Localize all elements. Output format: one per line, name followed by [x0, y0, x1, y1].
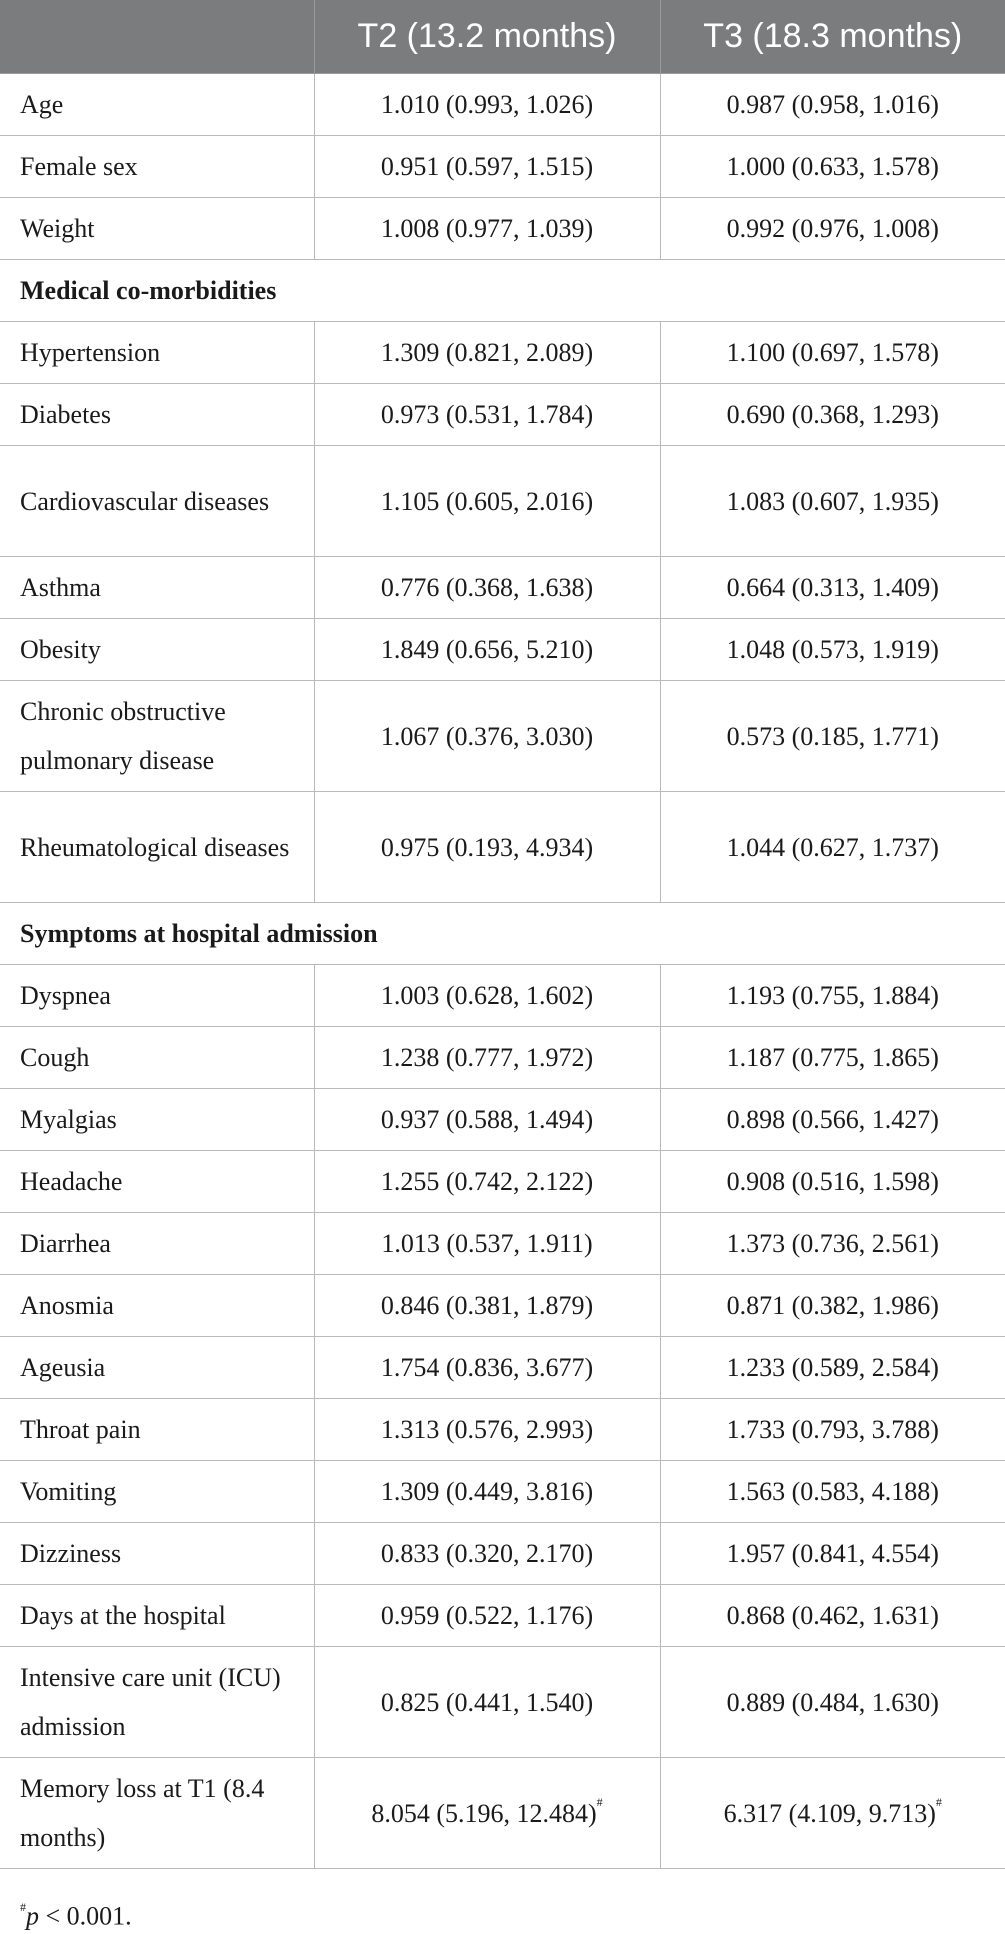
row-label: Vomiting: [0, 1461, 314, 1523]
t3-value: 1.563 (0.583, 4.188): [660, 1461, 1005, 1523]
t3-value: 0.987 (0.958, 1.016): [660, 74, 1005, 136]
row-label: Dyspnea: [0, 965, 314, 1027]
table-row: [0, 1275, 1005, 1337]
row-label: Dizziness: [0, 1523, 314, 1585]
t3-value: 1.083 (0.607, 1.935): [660, 446, 1005, 557]
table-row: [0, 965, 1005, 1027]
header-t3-column: T3 (18.3 months): [660, 0, 1005, 74]
row-label: Memory loss at T1 (8.4 months): [0, 1758, 314, 1869]
row-label: Ageusia: [0, 1337, 314, 1399]
row-label: Asthma: [0, 557, 314, 619]
table-row: [0, 1337, 1005, 1399]
t3-value: 0.992 (0.976, 1.008): [660, 198, 1005, 260]
t2-value: 0.951 (0.597, 1.515): [314, 136, 660, 198]
header-t2-column: T2 (13.2 months): [314, 0, 660, 74]
row-label: Headache: [0, 1151, 314, 1213]
row-label: Throat pain: [0, 1399, 314, 1461]
t3-value: 1.100 (0.697, 1.578): [660, 322, 1005, 384]
table-row: [0, 1647, 1005, 1758]
row-label: Diarrhea: [0, 1213, 314, 1275]
t2-value: 1.309 (0.449, 3.816): [314, 1461, 660, 1523]
row-label: Weight: [0, 198, 314, 260]
t3-value: 0.573 (0.185, 1.771): [660, 681, 1005, 792]
t2-value: 1.238 (0.777, 1.972): [314, 1027, 660, 1089]
t3-value: 1.233 (0.589, 2.584): [660, 1337, 1005, 1399]
row-label: Hypertension: [0, 322, 314, 384]
t3-value: 1.044 (0.627, 1.737): [660, 792, 1005, 903]
table-row: [0, 1089, 1005, 1151]
t2-value: 1.003 (0.628, 1.602): [314, 965, 660, 1027]
t3-value: 1.957 (0.841, 4.554): [660, 1523, 1005, 1585]
t2-value: 1.013 (0.537, 1.911): [314, 1213, 660, 1275]
section-row: [0, 903, 1005, 965]
section-heading: Medical co-morbidities: [0, 260, 1005, 322]
significance-mark: #: [935, 1794, 942, 1809]
table-row: [0, 557, 1005, 619]
t2-value: 1.309 (0.821, 2.089): [314, 322, 660, 384]
row-label: Anosmia: [0, 1275, 314, 1337]
t3-value: [660, 1758, 1005, 1869]
row-label: Intensive care unit (ICU) admission: [0, 1647, 314, 1758]
t3-value: 0.871 (0.382, 1.986): [660, 1275, 1005, 1337]
t2-value: 1.010 (0.993, 1.026): [314, 74, 660, 136]
table-row: [0, 74, 1005, 136]
header-row: [0, 0, 1005, 74]
table-body: [0, 74, 1005, 1869]
t2-value-text: 8.054 (5.196, 12.484): [371, 1798, 597, 1828]
table-row: [0, 681, 1005, 792]
t2-value: 1.849 (0.656, 5.210): [314, 619, 660, 681]
significance-mark: #: [596, 1794, 603, 1809]
table-row: [0, 1399, 1005, 1461]
t2-value: 0.833 (0.320, 2.170): [314, 1523, 660, 1585]
row-label: Rheumatological diseases: [0, 792, 314, 903]
table-row: [0, 1523, 1005, 1585]
t2-value: 1.255 (0.742, 2.122): [314, 1151, 660, 1213]
table-row: [0, 792, 1005, 903]
t3-value: 1.373 (0.736, 2.561): [660, 1213, 1005, 1275]
section-heading: Symptoms at hospital admission: [0, 903, 1005, 965]
t2-value: 0.825 (0.441, 1.540): [314, 1647, 660, 1758]
t2-value: 0.975 (0.193, 4.934): [314, 792, 660, 903]
t3-value: 1.187 (0.775, 1.865): [660, 1027, 1005, 1089]
t2-value: 1.008 (0.977, 1.039): [314, 198, 660, 260]
section-row: [0, 260, 1005, 322]
table-row: [0, 384, 1005, 446]
t3-value: 0.690 (0.368, 1.293): [660, 384, 1005, 446]
t2-value: 0.959 (0.522, 1.176): [314, 1585, 660, 1647]
table-row: [0, 446, 1005, 557]
t3-value: 0.898 (0.566, 1.427): [660, 1089, 1005, 1151]
t3-value: 0.664 (0.313, 1.409): [660, 557, 1005, 619]
row-label: Female sex: [0, 136, 314, 198]
table-header: [0, 0, 1005, 74]
t3-value: 1.733 (0.793, 3.788): [660, 1399, 1005, 1461]
footnote-text: < 0.001.: [39, 1901, 132, 1931]
t2-value: 1.067 (0.376, 3.030): [314, 681, 660, 792]
table-row: [0, 1461, 1005, 1523]
t2-value: 1.313 (0.576, 2.993): [314, 1399, 660, 1461]
row-label: Obesity: [0, 619, 314, 681]
table-row: [0, 136, 1005, 198]
t2-value: [314, 1758, 660, 1869]
table-row: [0, 1151, 1005, 1213]
table-row: [0, 1758, 1005, 1869]
footnote-p-variable: p: [26, 1901, 39, 1931]
row-label: Cough: [0, 1027, 314, 1089]
row-label: Chronic obstructive pulmonary disease: [0, 681, 314, 792]
row-label: Days at the hospital: [0, 1585, 314, 1647]
table-row: [0, 1027, 1005, 1089]
t2-value: 0.846 (0.381, 1.879): [314, 1275, 660, 1337]
t2-value: 0.937 (0.588, 1.494): [314, 1089, 660, 1151]
row-label: Cardiovascular diseases: [0, 446, 314, 557]
table-row: [0, 1213, 1005, 1275]
footnote-mark: #: [20, 1900, 26, 1914]
row-label: Diabetes: [0, 384, 314, 446]
t3-value: 0.908 (0.516, 1.598): [660, 1151, 1005, 1213]
t2-value: 1.105 (0.605, 2.016): [314, 446, 660, 557]
t3-value: 0.889 (0.484, 1.630): [660, 1647, 1005, 1758]
t3-value: 0.868 (0.462, 1.631): [660, 1585, 1005, 1647]
header-variable-column: [0, 0, 314, 74]
row-label: Age: [0, 74, 314, 136]
table-row: [0, 619, 1005, 681]
t2-value: 0.776 (0.368, 1.638): [314, 557, 660, 619]
t3-value: 1.000 (0.633, 1.578): [660, 136, 1005, 198]
t2-value: 0.973 (0.531, 1.784): [314, 384, 660, 446]
table-row: [0, 322, 1005, 384]
table-row: [0, 1585, 1005, 1647]
t2-value: 1.754 (0.836, 3.677): [314, 1337, 660, 1399]
table-row: [0, 198, 1005, 260]
t3-value: 1.193 (0.755, 1.884): [660, 965, 1005, 1027]
t3-value-text: 6.317 (4.109, 9.713): [723, 1798, 936, 1828]
row-label: Myalgias: [0, 1089, 314, 1151]
table-footnote: [20, 1895, 132, 1933]
t3-value: 1.048 (0.573, 1.919): [660, 619, 1005, 681]
